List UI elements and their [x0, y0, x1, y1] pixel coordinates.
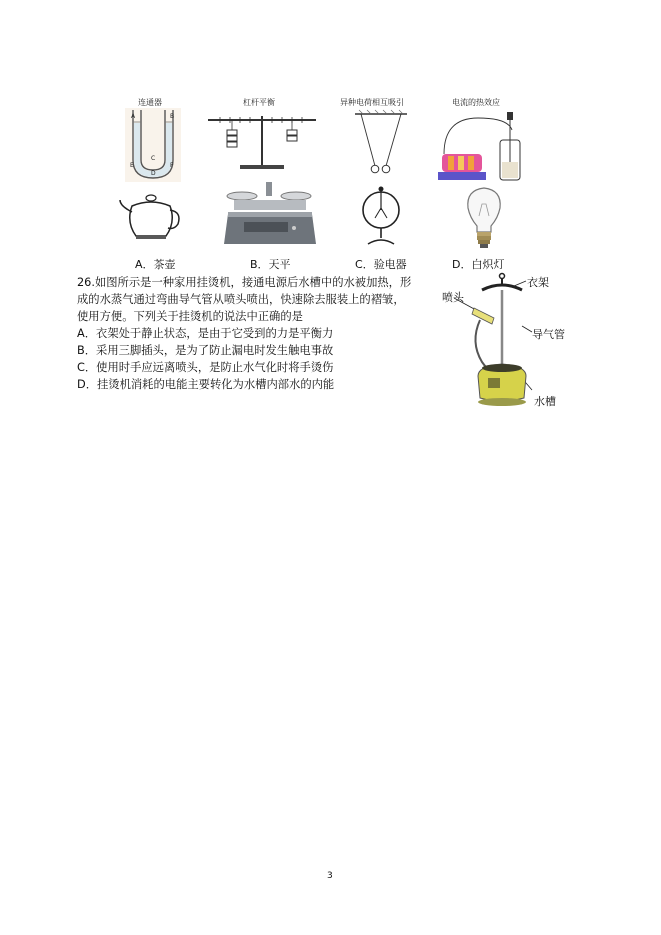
- option-a-text: 茶壶: [153, 258, 176, 271]
- question-line-3: 使用方便。下列关于挂烫机的说法中正确的是: [77, 310, 303, 323]
- option-c-letter: C．: [355, 258, 374, 271]
- mark-b: B: [170, 113, 175, 120]
- question-line-1: 26.如图所示是一种家用挂烫机，接通电源后水槽中的水被加热，形: [77, 276, 412, 289]
- teapot-figure: [118, 192, 184, 242]
- label-pipe: 导气管: [532, 328, 565, 341]
- heat-effect-figure: [438, 110, 520, 184]
- option-d-text: 白炽灯: [471, 258, 505, 271]
- electroscope-figure: [356, 186, 406, 248]
- bulb-figure: [464, 186, 504, 250]
- label-hanger: 衣架: [527, 276, 549, 289]
- label-nozzle: 喷头: [442, 291, 464, 304]
- mark-e: E: [130, 162, 134, 169]
- choice-b: B．采用三脚插头，是为了防止漏电时发生触电事故: [77, 344, 334, 357]
- mark-d: D: [151, 170, 156, 177]
- charges-figure: [355, 110, 407, 174]
- option-c: [355, 256, 407, 272]
- lever-figure: [206, 110, 318, 172]
- option-d: [452, 256, 504, 272]
- choice-c: C．使用时手应远离喷头，是防止水气化时将手烫伤: [77, 361, 334, 374]
- caption-connector: 连通器: [138, 98, 162, 107]
- balance-figure: [224, 182, 316, 246]
- option-a: [135, 256, 176, 272]
- choice-d: D．挂烫机消耗的电能主要转化为水槽内部水的内能: [77, 378, 335, 391]
- option-a-letter: A．: [135, 258, 154, 271]
- option-b-text: 天平: [268, 258, 291, 271]
- caption-charges: 异种电荷相互吸引: [340, 98, 404, 107]
- option-c-text: 验电器: [373, 258, 407, 271]
- page-number: 3: [327, 871, 333, 881]
- option-d-letter: D．: [452, 258, 472, 271]
- mark-f: F: [170, 162, 174, 169]
- mark-c: C: [151, 155, 156, 162]
- choice-a: A．衣架处于静止状态，是由于它受到的力是平衡力: [77, 327, 334, 340]
- question-line-2: 成的水蒸气通过弯曲导气管从喷头喷出，快速除去服装上的褶皱，: [77, 293, 405, 306]
- label-tank: 水槽: [534, 395, 556, 408]
- mark-a: A: [131, 113, 136, 120]
- caption-heat-effect: 电流的热效应: [452, 98, 500, 107]
- option-b: [250, 256, 291, 272]
- caption-lever: 杠杆平衡: [243, 98, 275, 107]
- option-b-letter: B．: [250, 258, 269, 271]
